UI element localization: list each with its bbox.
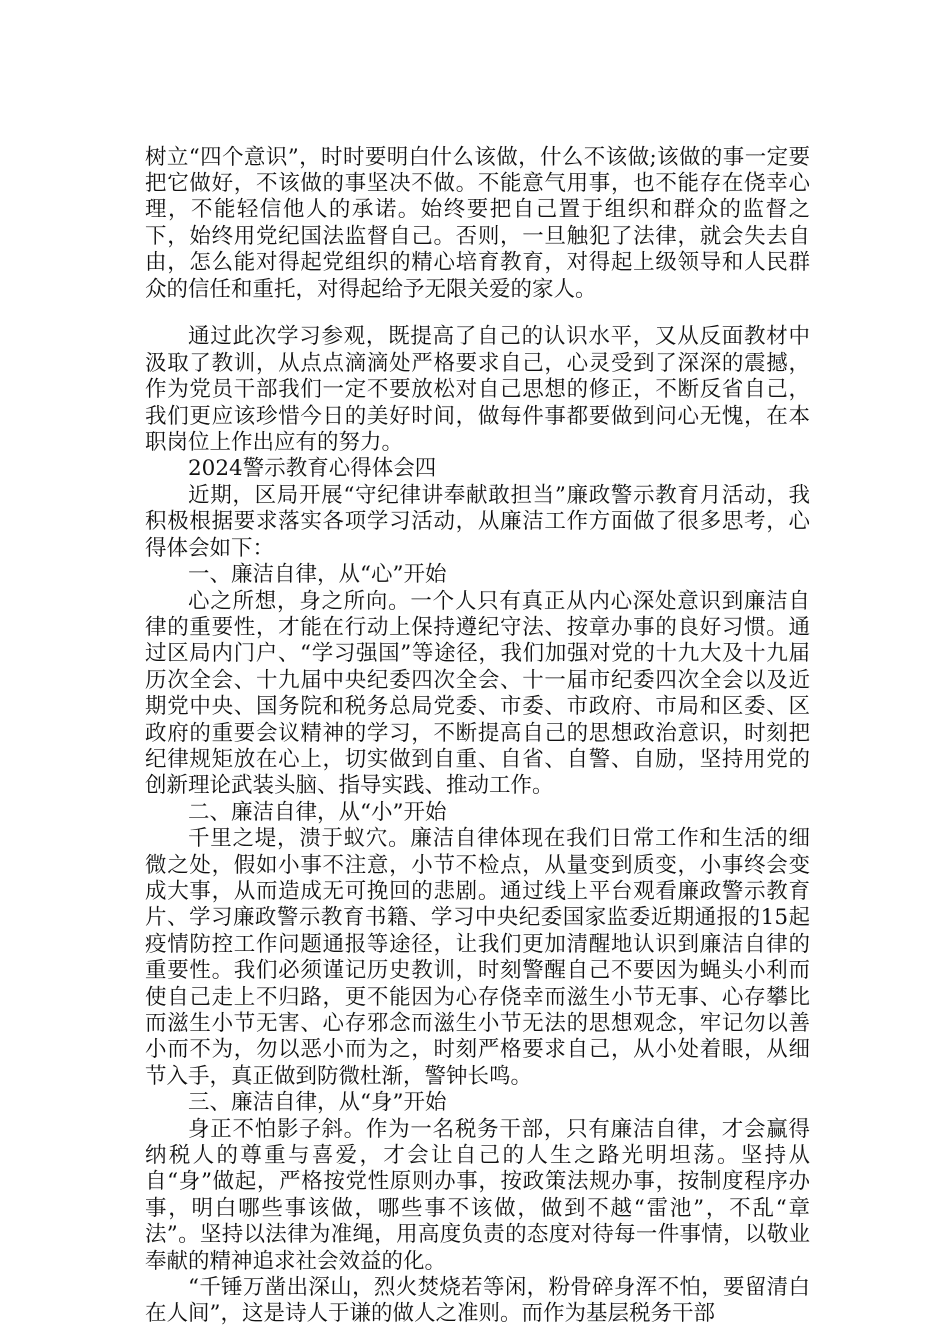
paragraph-continued: 树立“四个意识”，时时要明白什么该做，什么不该做;该做的事一定要把它做好，不该做的事坚决不做。不能意气用事，也不能存在侥幸心理，不能轻信他人的承诺。始终要把自己置于组织和群众的监督之下，始终用党纪国法监督自己。否则，一旦触犯了法律，就会失去自由，怎么能对得起党组织的精心培育教育，对得起上级领导和人民群众的信任和重托，对得起给予无限关爱的家人。 [145,144,810,302]
heading-heart: 一、廉洁自律，从“心”开始 [188,562,447,588]
paragraph-heart: 心之所想，身之所向。一个人只有真正从内心深处意识到廉洁自律的重要性，才能在行动上保持遵纪守法、按章办事的良好习惯。通过区局内门户、“学习强国”等途径，我们加强对党的十九大及十九届历次全会、十九届中央纪委四次全会、十一届市纪委四次全会以及近期党中央、国务院和税务总局党委、市委、市政府、市局和区委、区政府的重要会议精神的学习，不断提高自己的思想政治意识，时刻把纪律规矩放在心上，切实做到自重、自省、自警、自励，坚持用党的创新理论武装头脑、指导实践、推动工作。 [145,588,810,799]
document-page [145,123,810,1328]
heading-small: 二、廉洁自律，从“小”开始 [188,799,447,825]
heading-body: 三、廉洁自律，从“身”开始 [188,1090,447,1116]
paragraph-intro: 近期，区局开展“守纪律讲奉献敢担当”廉政警示教育月活动，我积极根据要求落实各项学习活动，从廉洁工作方面做了很多思考，心得体会如下： [145,482,810,561]
paragraph-poem: “千锤万凿出深山，烈火焚烧若等闲，粉骨碎身浑不怕，要留清白在人间”，这是诗人于谦的做人之准则。而作为基层税务干部 [145,1275,810,1327]
paragraph-study-visit: 通过此次学习参观，既提高了自己的认识水平，又从反面教材中汲取了教训，从点点滴滴处严格要求自己，心灵受到了深深的震撼，作为党员干部我们一定不要放松对自己思想的修正，不断反省自己，我们更应该珍惜今日的美好时间，做每件事都要做到问心无愧，在本职岗位上作出应有的努力。 [145,324,810,456]
paragraph-small: 千里之堤，溃于蚁穴。廉洁自律体现在我们日常工作和生活的细微之处，假如小事不注意，小节不检点，从量变到质变，小事终会变成大事，从而造成无可挽回的悲剧。通过线上平台观看廉政警示教育片、学习廉政警示教育书籍、学习中央纪委国家监委近期通报的15起疫情防控工作问题通报等途径，让我们更加清醒地认识到廉洁自律的重要性。我们必须谨记历史教训，时刻警醒自己不要因为蝇头小利而使自己走上不归路，更不能因为心存侥幸而滋生小节无事、心存攀比而滋生小节无害、心存邪念而滋生小节无法的思想观念，牢记勿以善小而不为，勿以恶小而为之，时刻严格要求自己，从小处着眼，从细节入手，真正做到防微杜渐，警钟长鸣。 [145,826,810,1089]
paragraph-body: 身正不怕影子斜。作为一名税务干部，只有廉洁自律，才会赢得纳税人的尊重与喜爱，才会让自己的人生之路光明坦荡。坚持从自“身”做起，严格按党性原则办事，按政策法规办事，按制度程序办事，明白哪些事该做，哪些事不该做，做到不越“雷池”，不乱“章法”。坚持以法律为准绳，用高度负责的态度对待每一件事情，以敬业奉献的精神追求社会效益的化。 [145,1116,810,1274]
section-title-four: 2024警示教育心得体会四 [188,456,437,482]
